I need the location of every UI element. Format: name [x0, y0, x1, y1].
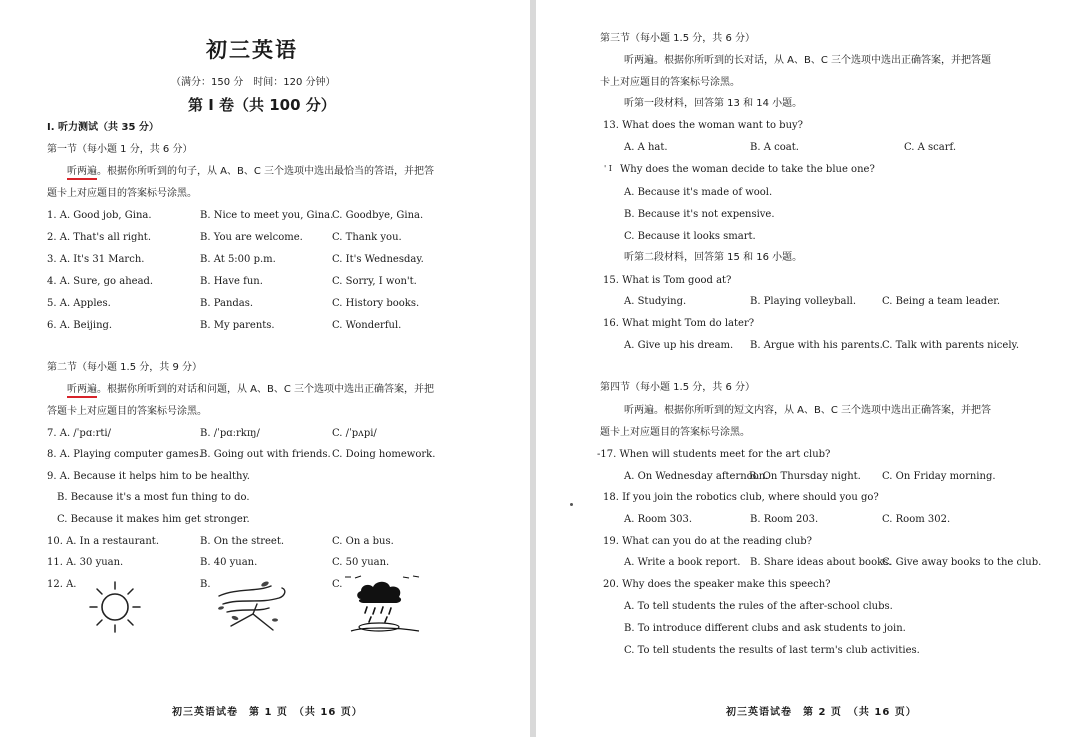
q17-stem: -17. When will students meet for the art club?	[597, 449, 831, 460]
page-footer: 初三英语试卷 第 2 页 （共 16 页）	[726, 707, 917, 718]
q6-option-b: B. My parents.	[200, 320, 275, 331]
q18-option-a: A. Room 303.	[624, 514, 693, 525]
sec2-heading: 第二节（每小题 1.5 分，共 9 分）	[47, 362, 202, 373]
q11-option-b: B. 40 yuan.	[200, 557, 258, 568]
q8-option-c: C. Doing homework.	[332, 449, 436, 460]
q20-option-a: A. To tell students the rules of the after-school clubs.	[624, 601, 893, 612]
q14-option-a: A. Because it's made of wool.	[624, 187, 773, 198]
part1-heading: I. 听力测试（共 35 分）	[47, 122, 159, 133]
exam-page-1	[0, 0, 530, 737]
q19-option-a: A. Write a book report.	[624, 557, 741, 568]
q16-option-c: C. Talk with parents nicely.	[882, 340, 1020, 351]
q4-option-a: 4. A. Sure, go ahead.	[47, 276, 154, 287]
q7-option-a: 7. A. /ˈpɑːrti/	[47, 428, 111, 439]
q6-option-c: C. Wonderful.	[332, 320, 402, 331]
rainy-weather-icon	[343, 575, 425, 635]
q20-option-b: B. To introduce different clubs and ask students to join.	[624, 623, 906, 634]
q14-option-c: C. Because it looks smart.	[624, 231, 756, 242]
sunny-weather-icon	[84, 578, 146, 636]
q19-stem: 19. What can you do at the reading club?	[603, 536, 813, 547]
q15-option-c: C. Being a team leader.	[882, 296, 1001, 307]
q15-stem: 15. What is Tom good at?	[603, 275, 732, 286]
q18-stem: 18. If you join the robotics club, where should you go?	[603, 492, 879, 503]
q19-option-c: C. Give away books to the club.	[882, 557, 1042, 568]
q8-option-b: B. Going out with friends.	[200, 449, 331, 460]
q2-option-a: 2. A. That's all right.	[47, 232, 152, 243]
sec3-instruction: 听两遍。根据你所听到的长对话，从 A、B、C 三个选项中选出正确答案，并把答题	[624, 55, 992, 66]
q8-option-a: 8. A. Playing computer games.	[47, 449, 202, 460]
q9-option-b: B. Because it's a most fun thing to do.	[57, 492, 250, 503]
q18-option-b: B. Room 203.	[750, 514, 819, 525]
q11-option-a: 11. A. 30 yuan.	[47, 557, 124, 568]
sec2-instruction: 听两遍。根据你所听到的对话和问题，从 A、B、C 三个选项中选出正确答案，并把	[67, 383, 434, 396]
sec1-heading: 第一节（每小题 1 分，共 6 分）	[47, 144, 193, 155]
sec4-instruction: 听两遍。根据你所听到的短文内容，从 A、B、C 三个选项中选出正确答案，并把答	[624, 405, 992, 416]
sec4-instruction-line2: 题卡上对应题目的答案标号涂黑。	[600, 427, 750, 438]
q4-option-c: C. Sorry, I won't.	[332, 276, 417, 287]
q3-option-a: 3. A. It's 31 March.	[47, 254, 145, 265]
q14-number: ' I	[604, 164, 612, 173]
q14-stem: Why does the woman decide to take the blue one?	[620, 164, 875, 175]
material-1-note: 听第一段材料，回答第 13 和 14 小题。	[624, 98, 803, 109]
q12-option-b: B.	[200, 579, 211, 590]
q2-option-b: B. You are welcome.	[200, 232, 303, 243]
sec1-instruction: 听两遍。根据你所听到的句子，从 A、B、C 三个选项中选出最恰当的答语，并把答	[67, 165, 434, 178]
q4-option-b: B. Have fun.	[200, 276, 263, 287]
q16-option-b: B. Argue with his parents.	[750, 340, 883, 351]
q19-option-b: B. Share ideas about books.	[750, 557, 892, 568]
q18-option-c: C. Room 302.	[882, 514, 951, 525]
sec4-heading: 第四节（每小题 1.5 分，共 6 分）	[600, 382, 755, 393]
listen-twice-mark: 听两遍	[67, 166, 97, 180]
q15-option-a: A. Studying.	[624, 296, 687, 307]
q1-option-c: C. Goodbye, Gina.	[332, 210, 424, 221]
q16-stem: 16. What might Tom do later?	[603, 318, 755, 329]
q6-option-a: 6. A. Beijing.	[47, 320, 113, 331]
q1-option-a: 1. A. Good job, Gina.	[47, 210, 152, 221]
q9-option-c: C. Because it makes him get stronger.	[57, 514, 250, 525]
sec1-instruction-line2: 题卡上对应题目的答案标号涂黑。	[47, 188, 197, 199]
q5-option-c: C. History books.	[332, 298, 420, 309]
q7-option-c: C. /ˈpʌpi/	[332, 428, 377, 439]
q11-option-c: C. 50 yuan.	[332, 557, 390, 568]
q5-option-a: 5. A. Apples.	[47, 298, 111, 309]
sec3-instruction-line2: 卡上对应题目的答案标号涂黑。	[600, 77, 740, 88]
score-time: （满分：150 分 时间：120 分钟）	[171, 77, 336, 88]
q12-option-c: C.	[332, 579, 343, 590]
q10-option-b: B. On the street.	[200, 536, 285, 547]
q5-option-b: B. Pandas.	[200, 298, 254, 309]
q2-option-c: C. Thank you.	[332, 232, 402, 243]
page-footer: 初三英语试卷 第 1 页 （共 16 页）	[172, 707, 363, 718]
q1-option-b: B. Nice to meet you, Gina.	[200, 210, 334, 221]
q17-option-c: C. On Friday morning.	[882, 471, 996, 482]
q16-option-a: A. Give up his dream.	[624, 340, 734, 351]
q15-option-b: B. Playing volleyball.	[750, 296, 857, 307]
volume-heading: 第 I 卷（共 100 分）	[188, 96, 336, 114]
q3-option-b: B. At 5:00 p.m.	[200, 254, 276, 265]
q13-option-b: B. A coat.	[750, 142, 799, 153]
listen-twice-mark: 听两遍	[67, 384, 97, 398]
q3-option-c: C. It's Wednesday.	[332, 254, 424, 265]
exam-page-2	[536, 0, 1080, 737]
q9-option-a: 9. A. Because it helps him to be healthy.	[47, 471, 250, 482]
q13-stem: 13. What does the woman want to buy?	[603, 120, 804, 131]
windy-weather-icon	[213, 578, 291, 634]
q17-option-a: A. On Wednesday afternoon.	[624, 471, 769, 482]
q7-option-b: B. /ˈpɑːrkɪŋ/	[200, 428, 260, 439]
material-2-note: 听第二段材料，回答第 15 和 16 小题。	[624, 252, 803, 263]
exam-title: 初三英语	[206, 38, 298, 62]
q17-option-b: B. On Thursday night.	[749, 471, 861, 482]
q13-option-a: A. A hat.	[624, 142, 668, 153]
q20-stem: 20. Why does the speaker make this speech?	[603, 579, 831, 590]
sec2-instruction-line2: 答题卡上对应题目的答案标号涂黑。	[47, 406, 207, 417]
scan-speck	[570, 503, 573, 506]
sec3-heading: 第三节（每小题 1.5 分，共 6 分）	[600, 33, 755, 44]
q13-option-c: C. A scarf.	[904, 142, 957, 153]
q14-option-b: B. Because it's not expensive.	[624, 209, 775, 220]
q10-option-c: C. On a bus.	[332, 536, 394, 547]
q20-option-c: C. To tell students the results of last term's club activities.	[624, 645, 920, 656]
q10-option-a: 10. A. In a restaurant.	[47, 536, 160, 547]
q12-option-a: 12. A.	[47, 579, 77, 590]
